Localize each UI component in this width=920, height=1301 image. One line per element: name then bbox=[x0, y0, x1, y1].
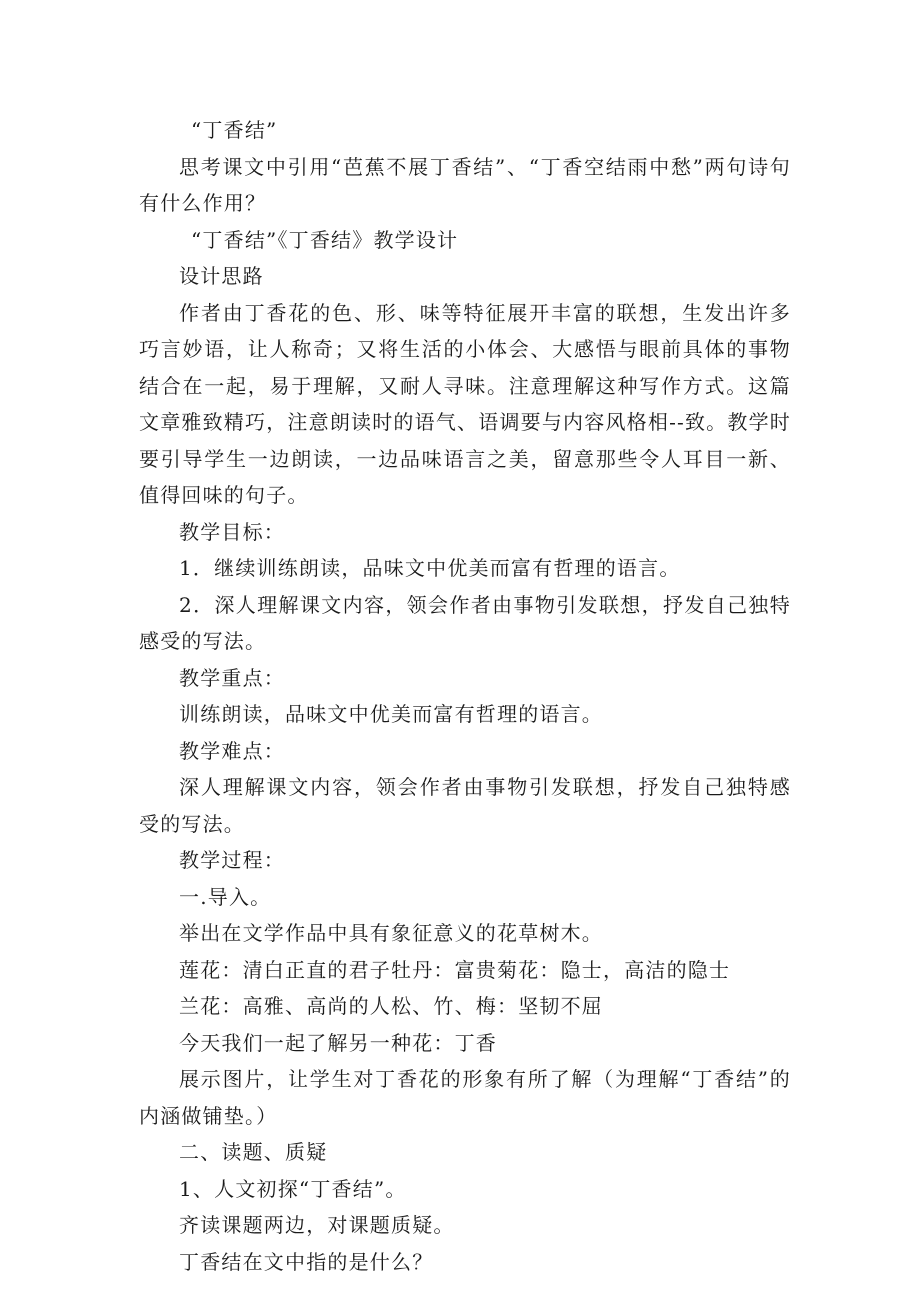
objective-item: 1．继续训练朗读，品味文中优美而富有哲理的语言。 bbox=[179, 556, 681, 580]
body-paragraph: 举出在文学作品中具有象征意义的花草树木。 bbox=[179, 921, 603, 945]
step-heading-reading: 二、读题、质疑 bbox=[179, 1140, 328, 1164]
section-heading-process: 教学过程： bbox=[179, 848, 285, 872]
difficulties-paragraph: 深人理解课文内容，领会作者由事物引发联想，抒发自己独特感受的写法。 bbox=[139, 775, 791, 836]
question-paragraph: 思考课文中引用“芭蕉不展丁香结”、“丁香空结雨中愁”两句诗句有什么作用？ bbox=[139, 154, 791, 215]
body-paragraph: 丁香结在文中指的是什么？ bbox=[179, 1249, 434, 1274]
quote-heading: “丁香结” bbox=[191, 118, 278, 142]
sub-step-heading: 1、人文初探“丁香结”。 bbox=[179, 1176, 407, 1201]
step-heading-introduction: 一.导入。 bbox=[179, 884, 272, 909]
flower-symbol-line: 兰花：高雅、高尚的人松、竹、梅：坚韧不屈 bbox=[179, 994, 603, 1018]
section-heading-key-points: 教学重点： bbox=[179, 665, 285, 690]
key-points-paragraph: 训练朗读，品味文中优美而富有哲理的语言。 bbox=[179, 702, 603, 726]
objective-item: 2．深人理解课文内容，领会作者由事物引发联想，抒发自己独特感受的写法。 bbox=[139, 592, 791, 653]
body-paragraph: 展示图片，让学生对丁香花的形象有所了解（为理解“丁香结”的内涵做铺垫。） bbox=[139, 1067, 791, 1128]
section-heading-design-idea: 设计思路 bbox=[179, 264, 264, 288]
section-heading-difficulties: 教学难点： bbox=[179, 738, 285, 763]
design-idea-paragraph: 作者由丁香花的色、形、味等特征展开丰富的联想，生发出许多巧言妙语，让人称奇；又将生活的小体会、大感悟与眼前具体的事物结合在一起，易于理解，又耐人寻味。注意理解这种写作方式。这篇文章雅致精巧，注意朗读时的语气、语调要与内容风格相--致。教学时要引导学生一边朗读，一边品味语言之美，留意那些令人耳目一新、值得回味的句子。 bbox=[139, 300, 791, 507]
section-heading-objectives: 教学目标： bbox=[179, 519, 285, 544]
lesson-title: “丁香结”《丁香结》教学设计 bbox=[191, 227, 459, 252]
body-paragraph: 今天我们一起了解另一种花：丁香 bbox=[179, 1030, 497, 1055]
document-body bbox=[139, 112, 791, 1280]
flower-symbol-line: 莲花：清白正直的君子牡丹：富贵菊花：隐士，高洁的隐士 bbox=[179, 957, 731, 982]
body-paragraph: 齐读课题两边，对课题质疑。 bbox=[179, 1213, 455, 1237]
